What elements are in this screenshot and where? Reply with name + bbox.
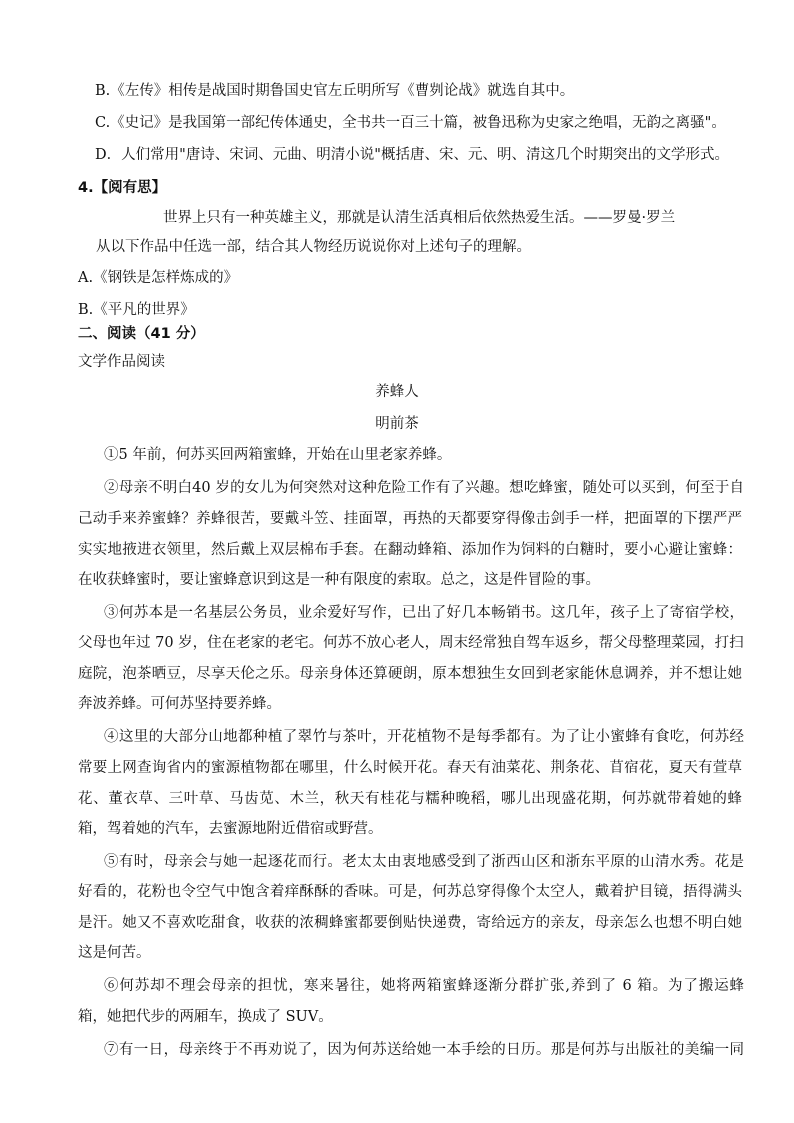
question-4-quote: 世界上只有一种英雄主义，那就是认清生活真相后依然热爱生活。——罗曼·罗兰 (163, 210, 676, 226)
article-title: 养蜂人 (375, 384, 419, 400)
question-4-option-b: B.《平凡的世界》 (78, 302, 195, 318)
article-line: ①5 年前，何苏买回两箱蜜蜂，开始在山里老家养蜂。 (104, 447, 452, 463)
article-line: 箱，驾着她的汽车，去蜜源地附近借宿或野营。 (78, 821, 383, 837)
article-line: ④这里的大部分山地都种植了翠竹与茶叶，开花植物不是每季都有。为了让小蜜蜂有食吃，何苏经 (104, 729, 744, 745)
article-line: 常要上网查询省内的蜜源植物都在哪里，什么时候开花。春天有油菜花、荆条花、苜宿花，夏天有萱草 (78, 760, 742, 776)
article-author: 明前茶 (375, 416, 419, 432)
article-line: ⑤有时，母亲会与她一起逐花而行。老太太由衷地感受到了浙西山区和浙东平原的山清水秀。花是 (104, 854, 744, 870)
article-line: 这是何苦。 (78, 945, 151, 961)
article-line: 好看的，花粉也令空气中饱含着痒酥酥的香味。可是，何苏总穿得像个太空人，戴着护目镜，捂得满头 (78, 884, 742, 900)
article-line: ②母亲不明白40 岁的女儿为何突然对这种危险工作有了兴趣。想吃蜂蜜，随处可以买到，何至于自 (104, 480, 744, 496)
option-b-q3: B.《左传》相传是战国时期鲁国史官左丘明所写《曹刿论战》就选自其中。 (95, 83, 575, 99)
article-line: ⑥何苏却不理会母亲的担忧，寒来暑往，她将两箱蜜蜂逐渐分群扩张,养到了 6 箱。为了搬运蜂 (104, 978, 744, 994)
article-line: ③何苏本是一名基层公务员，业余爱好写作，已出了好几本畅销书。这几年，孩子上了寄宿学校， (104, 605, 744, 621)
option-d-q3: D．人们常用"唐诗、宋词、元曲、明清小说"概括唐、宋、元、明、清这几个时期突出的文学形式。 (95, 147, 729, 163)
article-line: 实实地掖进衣领里，然后戴上双层棉布手套。在翻动蜂箱、添加作为饲料的白糖时，要小心避让蜜蜂： (78, 542, 742, 558)
section-title: 二、阅读（41 分） (78, 326, 205, 342)
article-line: 庭院，泡茶晒豆，尽享天伦之乐。母亲身体还算硬朗，原本想独生女回到老家能休息调养，并不想让她 (78, 666, 742, 682)
article-line: 奔波养蜂。可何苏坚持要养蜂。 (78, 696, 281, 712)
article-line: 己动手来养蜜蜂？养蜂很苦，要戴斗笠、挂面罩，再热的天都要穿得像击剑手一样，把面罩的下摆严严 (78, 511, 742, 527)
article-line: 是汗。她又不喜欢吃甜食，收获的浓稠蜂蜜都要倒贴快递费，寄给远方的亲友，母亲怎么也想不明白她 (78, 915, 742, 931)
article-line: 父母也年过 70 岁，住在老家的老宅。何苏不放心老人，周末经常独自驾车返乡，帮父母整理菜园，打扫 (78, 635, 744, 651)
article-line: 在收获蜂蜜时，要让蜜蜂意识到这是一种有限度的索取。总之，这是件冒险的事。 (78, 572, 600, 588)
question-4-prompt: 从以下作品中任选一部，结合其人物经历说说你对上述句子的理解。 (96, 239, 531, 255)
question-4-heading: 4.【阅有思】 (78, 180, 167, 196)
section-subtitle: 文学作品阅读 (78, 354, 165, 370)
article-line: ⑦有一日，母亲终于不再劝说了，因为何苏送给她一本手绘的日历。那是何苏与出版社的美编一同 (104, 1042, 744, 1058)
question-4-option-a: A.《钢铁是怎样炼成的》 (78, 270, 239, 286)
option-c-q3: C.《史记》是我国第一部纪传体通史，全书共一百三十篇，被鲁迅称为史家之绝唱，无韵之离骚"。 (95, 115, 726, 131)
article-line: 花、董衣草、三叶草、马齿苋、木兰，秋天有桂花与糯种晚稻，哪儿出现盛花期，何苏就带着她的蜂 (78, 791, 742, 807)
article-line: 箱，她把代步的两厢车，换成了 SUV。 (78, 1009, 333, 1025)
